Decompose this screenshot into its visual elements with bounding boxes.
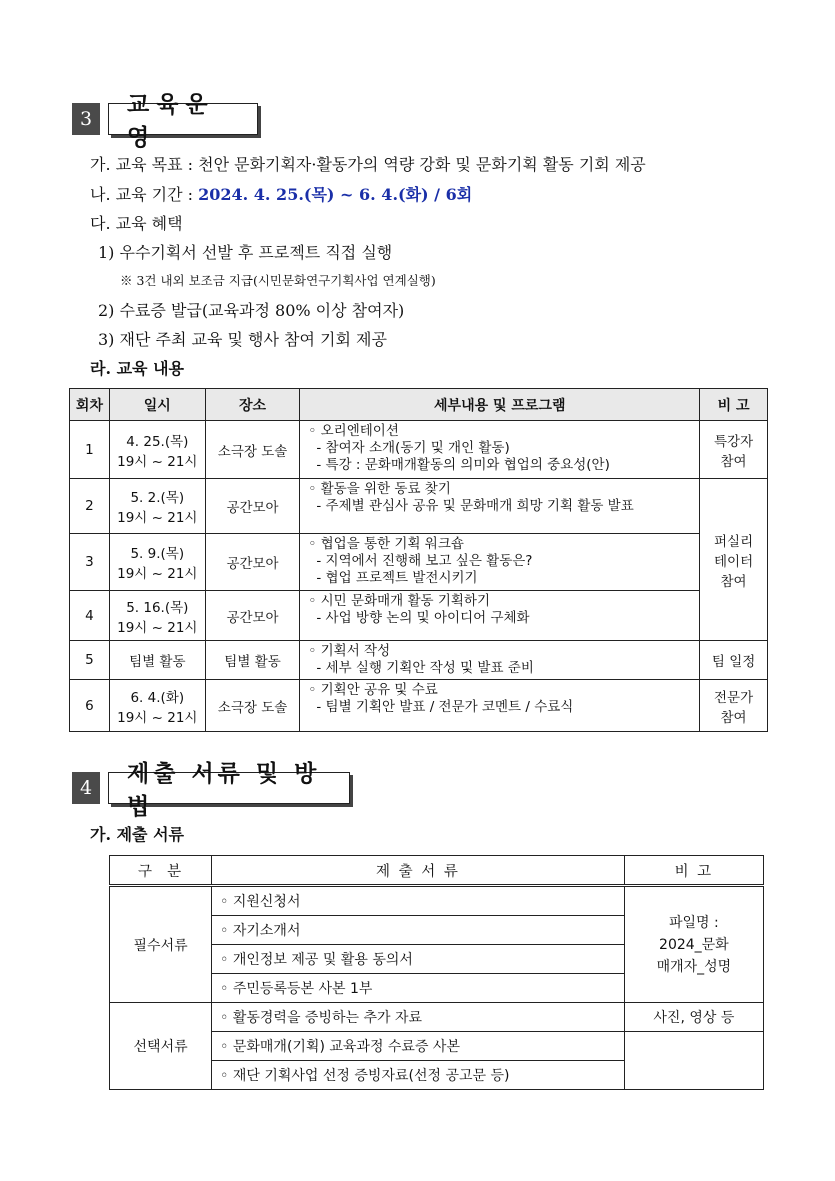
program-cell: [300, 641, 700, 680]
benefit-1-note: ※ 3건 내외 보조금 지급(시민문화연구기획사업 연계실행): [120, 273, 436, 288]
document-item: ◦ 지원신청서: [212, 886, 625, 916]
round-cell: 5: [70, 641, 110, 680]
section3-header: [72, 92, 258, 151]
datetime-cell: [109, 680, 205, 732]
period-label: 나. 교육 기간 :: [90, 185, 199, 204]
filename-note: 파일명 : 2024_문화 매개자_성명: [624, 886, 763, 1003]
datetime-cell: [109, 479, 205, 534]
place-cell: 공간모아: [205, 479, 300, 534]
program-line: ◦ 기획안 공유 및 수료: [308, 682, 438, 698]
section3-number: 3: [72, 103, 100, 135]
date-text: 5. 16.(목): [126, 599, 189, 616]
table-row: [70, 591, 768, 641]
program-cell: [300, 680, 700, 732]
datetime-cell: [109, 421, 205, 479]
col-round: 회차: [70, 389, 110, 421]
table-row: [70, 680, 768, 732]
program-line: - 팀별 기획안 발표 / 전문가 코멘트 / 수료식: [316, 699, 574, 715]
goal-line: [90, 152, 646, 175]
section4-number: 4: [72, 772, 100, 804]
col-place: 장소: [205, 389, 300, 421]
program-line: - 참여자 소개(동기 및 개인 활동): [316, 440, 510, 456]
place-cell: 팀별 활동: [205, 641, 300, 680]
schedule-table: [69, 388, 768, 732]
col-program: 세부내용 및 프로그램: [300, 389, 700, 421]
program-line: - 세부 실행 기획안 작성 및 발표 준비: [316, 660, 534, 676]
document-item: ◦ 재단 기획사업 선정 증빙자료(선정 공고문 등): [212, 1061, 625, 1090]
goal-label: 가. 교육 목표 :: [90, 155, 199, 174]
benefit-heading: 다. 교육 혜택: [90, 214, 183, 233]
documents-header-row: [110, 856, 764, 886]
content-heading: 라. 교육 내용: [90, 359, 184, 378]
benefit-3: 3) 재단 주최 교육 및 행사 참여 기회 제공: [98, 330, 387, 349]
col-category: 구 분: [110, 856, 212, 886]
col-documents: 제 출 서 류: [212, 856, 625, 886]
program-cell: [300, 591, 700, 641]
program-line: ◦ 오리엔테이션: [308, 423, 399, 439]
round-cell: 4: [70, 591, 110, 641]
section3-title: 교육운영: [108, 103, 258, 135]
required-label: 필수서류: [110, 886, 212, 1003]
program-line: - 지역에서 진행해 보고 싶은 활동은?: [316, 553, 533, 569]
program-line: - 협업 프로젝트 발전시키기: [316, 570, 478, 586]
optional-label: 선택서류: [110, 1003, 212, 1090]
col-note: 비 고: [700, 389, 768, 421]
table-row: [70, 641, 768, 680]
datetime-cell: 팀별 활동: [109, 641, 205, 680]
table-row: [70, 479, 768, 534]
place-cell: 공간모아: [205, 534, 300, 591]
program-cell: [300, 534, 700, 591]
col-datetime: 일시: [109, 389, 205, 421]
document-item: ◦ 개인정보 제공 및 활용 동의서: [212, 945, 625, 974]
period-line: [90, 182, 472, 205]
document-item: ◦ 문화매개(기획) 교육과정 수료증 사본: [212, 1032, 625, 1061]
document-item: ◦ 활동경력을 증빙하는 추가 자료: [212, 1003, 625, 1032]
goal-text: 천안 문화기획자·활동가의 역량 강화 및 문화기획 활동 기회 제공: [198, 155, 646, 174]
empty-note: [624, 1032, 763, 1090]
program-line: - 주제별 관심사 공유 및 문화매개 희망 기획 활동 발표: [316, 498, 634, 514]
table-row: [70, 534, 768, 591]
document-item: ◦ 주민등록등본 사본 1부: [212, 974, 625, 1003]
optional-note: 사진, 영상 등: [624, 1003, 763, 1032]
program-line: ◦ 기획서 작성: [308, 643, 391, 659]
date-text: 5. 2.(목): [130, 490, 185, 506]
period-text: 2024. 4. 25.(목) ~ 6. 4.(화) / 6회: [198, 185, 473, 204]
table-row: [110, 1003, 764, 1032]
round-cell: 2: [70, 479, 110, 534]
date-text: 5. 9.(목): [130, 546, 185, 562]
program-line: - 특강 : 문화매개활동의 의미와 협업의 중요성(안): [316, 457, 610, 473]
program-cell: [300, 421, 700, 479]
round-cell: 6: [70, 680, 110, 732]
time-text: 19시 ~ 21시: [117, 510, 198, 526]
section4-header: [72, 761, 350, 820]
time-text: 19시 ~ 21시: [117, 709, 198, 726]
datetime-cell: [109, 591, 205, 641]
time-text: 19시 ~ 21시: [117, 566, 198, 582]
section4-title: 제출 서류 및 방법: [108, 772, 350, 804]
documents-table: [109, 855, 764, 1090]
benefit-2: 2) 수료증 발급(교육과정 80% 이상 참여자): [98, 301, 405, 320]
note-cell: 퍼실리 테이터 참여: [700, 479, 768, 641]
place-cell: 공간모아: [205, 591, 300, 641]
note-cell: 특강자 참여: [700, 421, 768, 479]
round-cell: 3: [70, 534, 110, 591]
note-cell: 전문가 참여: [700, 680, 768, 732]
datetime-cell: [109, 534, 205, 591]
program-line: - 사업 방향 논의 및 아이디어 구체화: [316, 610, 530, 626]
program-line: ◦ 활동을 위한 동료 찾기: [308, 481, 451, 497]
note-cell: 팀 일정: [700, 641, 768, 680]
program-line: ◦ 협업을 통한 기획 워크숍: [308, 536, 464, 552]
place-cell: 소극장 도솔: [205, 680, 300, 732]
benefit-1: 1) 우수기획서 선발 후 프로젝트 직접 실행: [98, 243, 393, 262]
program-cell: [300, 479, 700, 534]
document-item: ◦ 자기소개서: [212, 916, 625, 945]
schedule-header-row: [70, 389, 768, 421]
round-cell: 1: [70, 421, 110, 479]
time-text: 19시 ~ 21시: [117, 453, 198, 470]
place-cell: 소극장 도솔: [205, 421, 300, 479]
date-text: 6. 4.(화): [130, 689, 185, 706]
col-doc-note: 비 고: [624, 856, 763, 886]
time-text: 19시 ~ 21시: [117, 619, 198, 636]
date-text: 4. 25.(목): [126, 433, 189, 450]
table-row: [70, 421, 768, 479]
table-row: [110, 886, 764, 916]
program-line: ◦ 시민 문화매개 활동 기획하기: [308, 593, 491, 609]
submit-heading: 가. 제출 서류: [90, 825, 184, 844]
